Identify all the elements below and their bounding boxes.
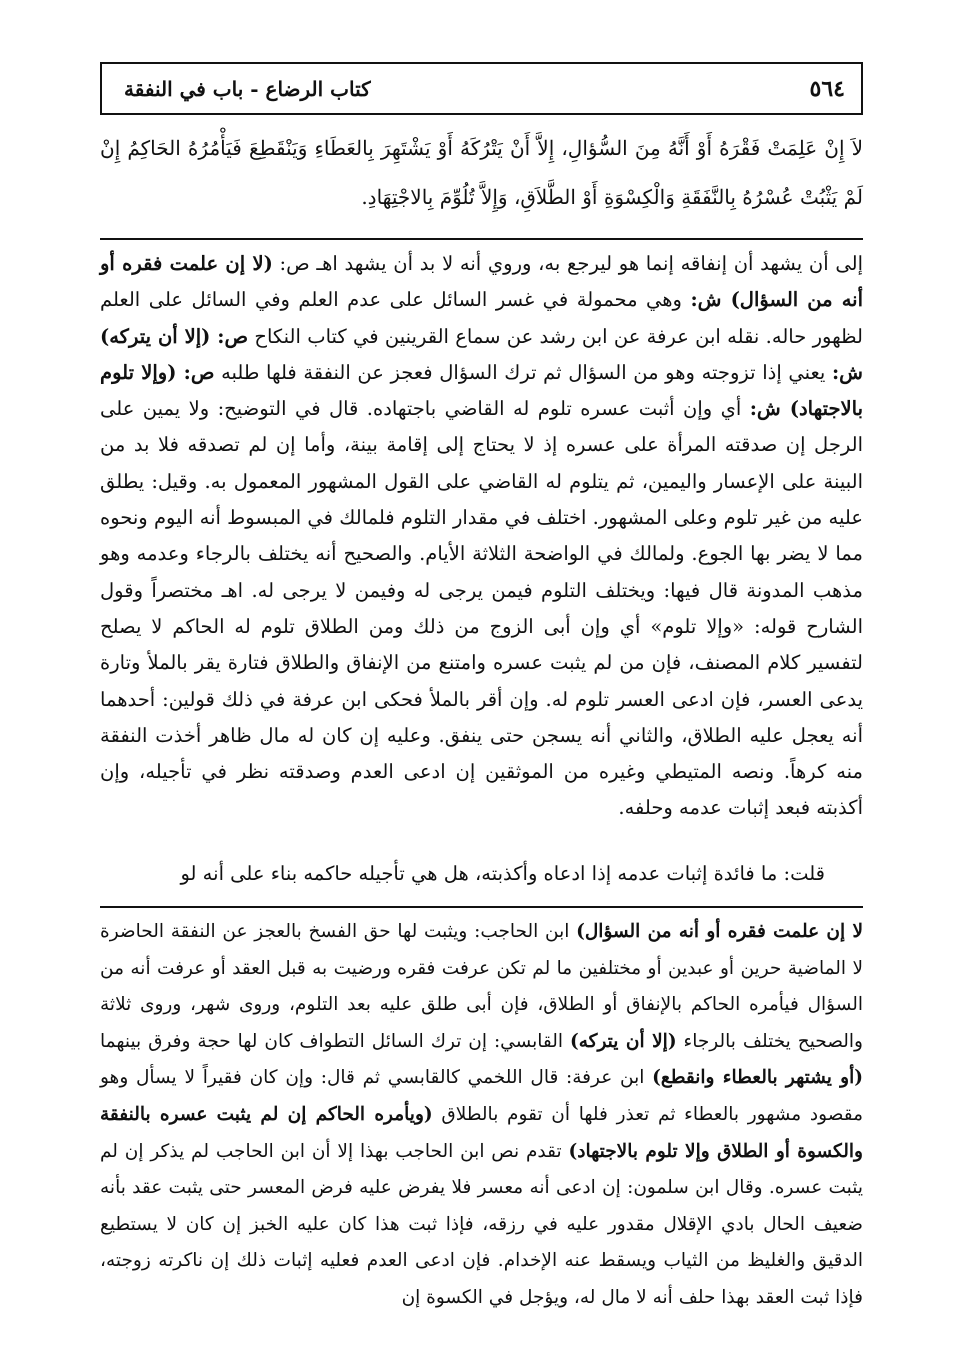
lemma-bold: (لا إن علمت فقره أو أنه من السؤال) ش: bbox=[100, 252, 863, 312]
lemma-bold: (أو يشتهر بالعطاء وانقطع) bbox=[652, 1067, 863, 1089]
running-header bbox=[100, 62, 863, 115]
commentary-text: إلى أن يشهد أن إنفاقه إنما هو ليرجع به، وروي أنه لا بد أن يشهد اهـ ص: bbox=[272, 252, 863, 275]
commentary-text: يعني إذا تزوجته وهو من السؤال ثم ترك السؤال فعجز عن النفقة فلها طلبه bbox=[214, 360, 832, 384]
divider-main bbox=[100, 238, 863, 240]
footnote-text: تقدم نص ابن الحاجب بهذا إلا أن ابن الحاجب لم يذكر إن لم يثبت عسره. وقال ابن سلمون: إن ادعى أنه معسر فلا يفرض عليه فرض المعسر حتى يثبت عقد بأنه ضعيف الحال بادي الإقلال مقدور عليه في رزقه، فإذا ثبت هذا كان عليه الخبز إن كان لا يستطيع الدقيق والغليظ من الثياب ويسقط عنه الإخدام. فإن ادعى العدم فعليه إثبات ذلك إن ناكرته زوجته، فإذا ثبت العقد بهذا حلف أنه لا مال له، ويؤجل في الكسوة إن bbox=[100, 1140, 863, 1308]
main-text bbox=[100, 124, 863, 222]
lemma-bold: ص: (إلا أن يتركه) ش: bbox=[100, 324, 863, 384]
question-paragraph bbox=[100, 856, 863, 892]
main-text-line: يَثْبُتْ عُسْرُهُ بِالنَّفَقَةِ وَالْكِسْوَةِ أَوْ الطَّلاَقِ، وَإِلاَّ تُلُوِّمَ بِالاجْتِهَادِ. bbox=[361, 185, 838, 209]
commentary-text: أي وإن أثبت عسره تلوم له القاضي باجتهاده. قال في التوضيح: ولا يمين على الرجل إن صدقته المرأة على عسره إذ لا يحتاج إلى إقامة بينة، وأما إن لم تصدقه فلا بد من البينة على الإعسار واليمين، ثم يتلوم له القاضي على القول المشهور المعمول به. وقيل: يطلق عليه من غير تلوم وعلى المشهور. اختلف في مقدار التلوم فلمالك في المبسوط أنه اليوم ونحوه مما لا يضر بها الجوع. ولمالك في الواضحة الثلاثة الأيام. والصحيح أنه يختلف بالرجاء وعدمه وهو مذهب المدونة قال فيها: ويختلف التلوم فيمن يرجى له وفيمن لا يرجى له. اهـ مختصراً وقول الشارح قوله: «وإلا تلوم» أي وإن أبى الزوج من ذلك ومن الطلاق تلوم له الحاكم لا يصلح لتفسير كلام المصنف، فإن من لم يثبت عسره وامتنع من الإنفاق والطلاق فتارة يقر بالملأ وتارة يدعى العسر، فإن ادعى العسر تلوم له. وإن أقر بالملأ فحكى ابن عرفة في ذلك قولين: أحدهما أنه يعجل عليه الطلاق، والثاني أنه يسجن حتى ينفق. وعليه إن كان له مال ظاهر أخذت النفقة منه كرهاً. ونصه المتيطي وغيره من الموثقين إن ادعى العدم وصدقته نظر في تأجيله، وإن أكذبته فبعد إثبات عدمه وحلفه. bbox=[100, 397, 863, 820]
lemma-bold: لا إن علمت فقره أو أنه من السؤال) bbox=[576, 921, 863, 942]
footnote-text: ابن الحاجب: ويثبت لها حق الفسخ بالعجز عن النفقة الحاضرة لا الماضية حرين أو عبدين أو مختلفين ما لم تكن عرفت فقره ورضيت به قبل العقد أو عرفت أنه من السؤال فيأمره الحاكم بالإنفاق أو الطلاق، فإن أبى طلق عليه بعد التلوم، وروى شهر، وروى ثلاثة والصحيح يختلف بالرجاء bbox=[100, 921, 863, 1052]
lemma-bold: (ويأمره الحاكم إن لم يثبت عسره بالنفقة والكسوة أو الطلاق وإلا تلوم بالاجتهاد) bbox=[100, 1103, 863, 1162]
commentary-text: وهي محمولة في غسر السائل على عدم العلم وفي السائل على العلم لظهور حاله. نقله ابن عرفة عن ابن رشد عن سماع القرينين في كتاب النكاح bbox=[100, 288, 863, 348]
footnote-text: ابن عرفة: قال اللخمي كالقابسي ثم قال: وإن كان فقيراً لا يسأل وهو مقصود مشهور بالعطاء ثم تعذر فلها أن تقوم بالطلاق bbox=[100, 1067, 863, 1125]
running-title: كتاب الرضاع - باب في النفقة bbox=[124, 76, 371, 101]
question-text: قلت: ما فائدة إثبات عدمه إذا ادعاه وأكذبته، هل هي تأجيله حاكمه بناء على أنه لو bbox=[180, 862, 825, 885]
footnote-body bbox=[100, 914, 863, 1317]
commentary-paragraph bbox=[100, 246, 863, 827]
footnote-text: القابسي: إن ترك السائل التطواف كان لها حجة وفرق بينهما bbox=[100, 1030, 570, 1052]
lemma-bold: (إلا أن يتركه) bbox=[569, 1030, 677, 1052]
main-text-line: لاَ إِنْ عَلِمَتْ فَقْرَهُ أَوْ أَنَّهُ مِنَ السُّؤالِ، إِلاَّ أَنْ يَتْرُكَهُ أَوْ يَشْتَهِرَ بِالعَطَاءِ وَيَنْقَطِعَ فَيَأْمُرُهُ الحَاكِمُ إِنْ لَمْ bbox=[100, 136, 863, 209]
page-number: ٥٦٤ bbox=[809, 75, 845, 102]
divider-footnote bbox=[100, 906, 863, 908]
lemma-bold: ص: (وإلا تلوم بالاجتهاد) ش: bbox=[100, 360, 864, 421]
commentary-body bbox=[100, 246, 863, 827]
